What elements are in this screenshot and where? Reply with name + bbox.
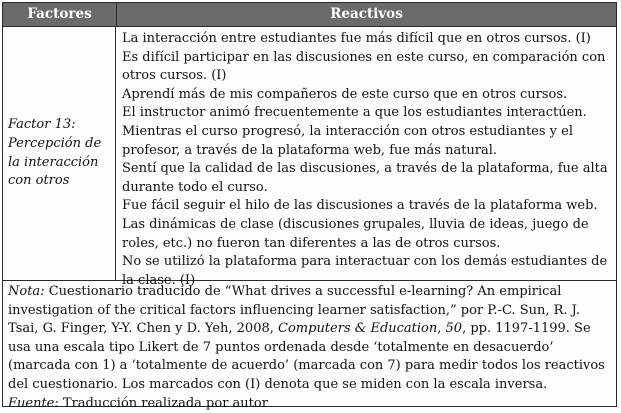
list-item: Es difícil participar en las discusiones en este curso, en comparación con otros cursos. (I) <box>122 49 606 84</box>
table-header-row <box>3 3 616 27</box>
questionnaire-table <box>2 2 617 411</box>
separator: , <box>437 321 446 337</box>
header-reactivos: Reactivos <box>330 6 403 22</box>
list-item: Sentí que la calidad de las discusiones, a través de la plataforma, fue alta durante todo el curso. <box>122 161 608 195</box>
source-text: Traducción realizada por autor <box>58 395 268 411</box>
list-item: Mientras el curso progresó, la interacción con otros estudiantes y el profesor, a través de la plataforma web, fue más natural. <box>122 123 573 158</box>
note-text: Cuestionario traducido de “What drives a successful e-learning? An empirical investigation of the critical factors influencing learner satisfaction,” por P.-C. Sun, R. J. Tsai, G. Finger, Y-Y. Chen y D. Yeh, 2008, <box>8 284 580 337</box>
list-item: Las dinámicas de clase (discusiones grupales, lluvia de ideas, juego de roles, etc.) no fueron tan diferentes a las de otros cursos. <box>122 216 589 251</box>
table-note <box>3 281 616 413</box>
list-item: La interacción entre estudiantes fue más difícil que en otros cursos. (I) <box>122 31 591 46</box>
list-item: El instructor animó frecuentemente a que los estudiantes interactúen. <box>122 105 587 121</box>
source-label: Fuente: <box>8 395 59 411</box>
factor-name: Percepción de la interacción con otros <box>8 135 102 189</box>
note-label: Nota: <box>8 284 45 299</box>
list-item: No se utilizó la plataforma para interactuar con los demás estudiantes de la clase. (I) <box>122 254 608 288</box>
list-item: Aprendí más de mis compañeros de este curso que en otros cursos. <box>122 86 568 102</box>
list-item: Fue fácil seguir el hilo de las discusiones a través de la plataforma web. <box>122 198 598 214</box>
note-text-continued: , pp. 1197-1199. Se usa una escala tipo Likert de 7 puntos ordenada desde ‘totalmente en desacuerdo’ (marcada con 1) a ‘totalmente de acuerdo’ (marcada con 7) para medir todos los reactivos del cuestionario. Los marcados con (I) denota que se miden con la escala inversa. <box>8 321 605 392</box>
items-cell <box>116 27 616 288</box>
header-factores: Factores <box>3 3 117 26</box>
table-row <box>3 27 616 288</box>
factor-cell <box>3 27 116 280</box>
factor-number: Factor 13: <box>8 117 76 133</box>
journal-volume: 50 <box>445 321 463 337</box>
journal-name: Computers & Education <box>278 321 438 337</box>
